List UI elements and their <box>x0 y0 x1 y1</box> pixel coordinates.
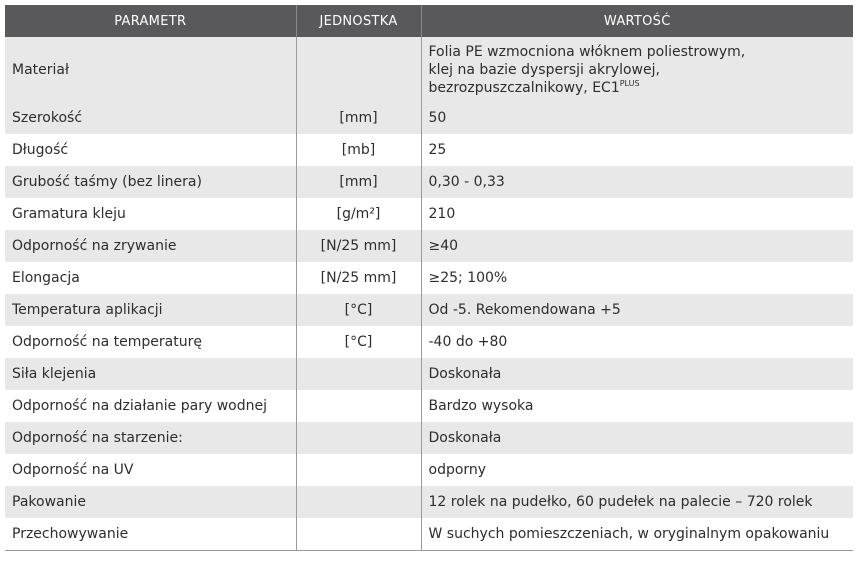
param-cell: Materiał <box>5 37 296 102</box>
value-cell: Doskonała <box>421 358 853 390</box>
unit-cell <box>296 422 421 454</box>
param-cell: Siła klejenia <box>5 358 296 390</box>
spec-table-container <box>5 5 853 551</box>
param-cell: Grubość taśmy (bez linera) <box>5 166 296 198</box>
header-row <box>5 5 853 37</box>
unit-cell: [°C] <box>296 294 421 326</box>
spec-table <box>5 5 853 551</box>
table-row <box>5 358 853 390</box>
param-cell: Elongacja <box>5 262 296 294</box>
table-row <box>5 294 853 326</box>
unit-cell: [N/25 mm] <box>296 262 421 294</box>
header-jednostka: JEDNOSTKA <box>296 5 421 37</box>
value-line-3: bezrozpuszczalnikowy, EC1 <box>428 79 620 96</box>
value-cell: ≥25; 100% <box>428 270 508 286</box>
table-row <box>5 230 853 262</box>
table-row <box>5 454 853 486</box>
table-row <box>5 166 853 198</box>
unit-cell: [mm] <box>296 102 421 134</box>
unit-cell: [°C] <box>296 326 421 358</box>
table-row <box>5 486 853 518</box>
param-cell: Pakowanie <box>5 486 296 518</box>
param-cell: Odporność na UV <box>5 454 296 486</box>
value-superscript: PLUS <box>619 78 640 88</box>
table-row <box>5 518 853 551</box>
unit-cell <box>296 454 421 486</box>
value-cell: Od -5. Rekomendowana +5 <box>421 294 853 326</box>
unit-cell <box>296 358 421 390</box>
value-line-1: Folia PE wzmocniona włóknem poliestrowym, <box>428 43 746 60</box>
value-cell: 50 <box>421 102 853 134</box>
param-cell: Odporność na zrywanie <box>5 230 296 262</box>
value-cell: 12 rolek na pudełko, 60 pudełek na palecie – 720 rolek <box>421 486 853 518</box>
param-cell: Przechowywanie <box>5 518 296 551</box>
param-cell: Odporność na temperaturę <box>5 326 296 358</box>
unit-cell: [N/25 mm] <box>296 230 421 262</box>
header-parametr: PARAMETR <box>5 5 296 37</box>
value-cell: W suchych pomieszczeniach, w oryginalnym opakowaniu <box>421 518 853 551</box>
table-row <box>5 326 853 358</box>
table-row <box>5 422 853 454</box>
value-cell <box>421 37 853 102</box>
header-wartosc: WARTOŚĆ <box>421 5 853 37</box>
table-body <box>5 37 853 551</box>
table-row <box>5 102 853 134</box>
param-cell: Szerokość <box>5 102 296 134</box>
unit-cell <box>296 390 421 422</box>
param-cell: Odporność na działanie pary wodnej <box>5 390 296 422</box>
value-cell: Bardzo wysoka <box>428 398 534 414</box>
table-row <box>5 198 853 230</box>
table-row <box>5 262 853 294</box>
value-cell: 0,30 - 0,33 <box>421 166 853 198</box>
param-cell: Odporność na starzenie: <box>5 422 296 454</box>
table-row <box>5 134 853 166</box>
value-cell: 25 <box>428 142 447 158</box>
unit-cell <box>296 486 421 518</box>
unit-cell: [mm] <box>296 166 421 198</box>
param-cell: Gramatura kleju <box>5 198 296 230</box>
value-cell: 210 <box>428 206 456 222</box>
value-cell: odporny <box>428 462 487 478</box>
table-header <box>5 5 853 37</box>
unit-cell <box>296 518 421 551</box>
unit-cell <box>296 37 421 102</box>
unit-cell: [g/m²] <box>296 198 421 230</box>
value-line-2: klej na bazie dyspersji akrylowej, <box>428 61 660 78</box>
param-cell: Temperatura aplikacji <box>5 294 296 326</box>
value-cell: -40 do +80 <box>428 334 508 350</box>
param-cell: Długość <box>5 134 296 166</box>
unit-cell: [mb] <box>296 134 421 166</box>
value-cell: Doskonała <box>421 422 853 454</box>
value-cell: ≥40 <box>421 230 853 262</box>
table-row-material <box>5 37 853 102</box>
table-row <box>5 390 853 422</box>
